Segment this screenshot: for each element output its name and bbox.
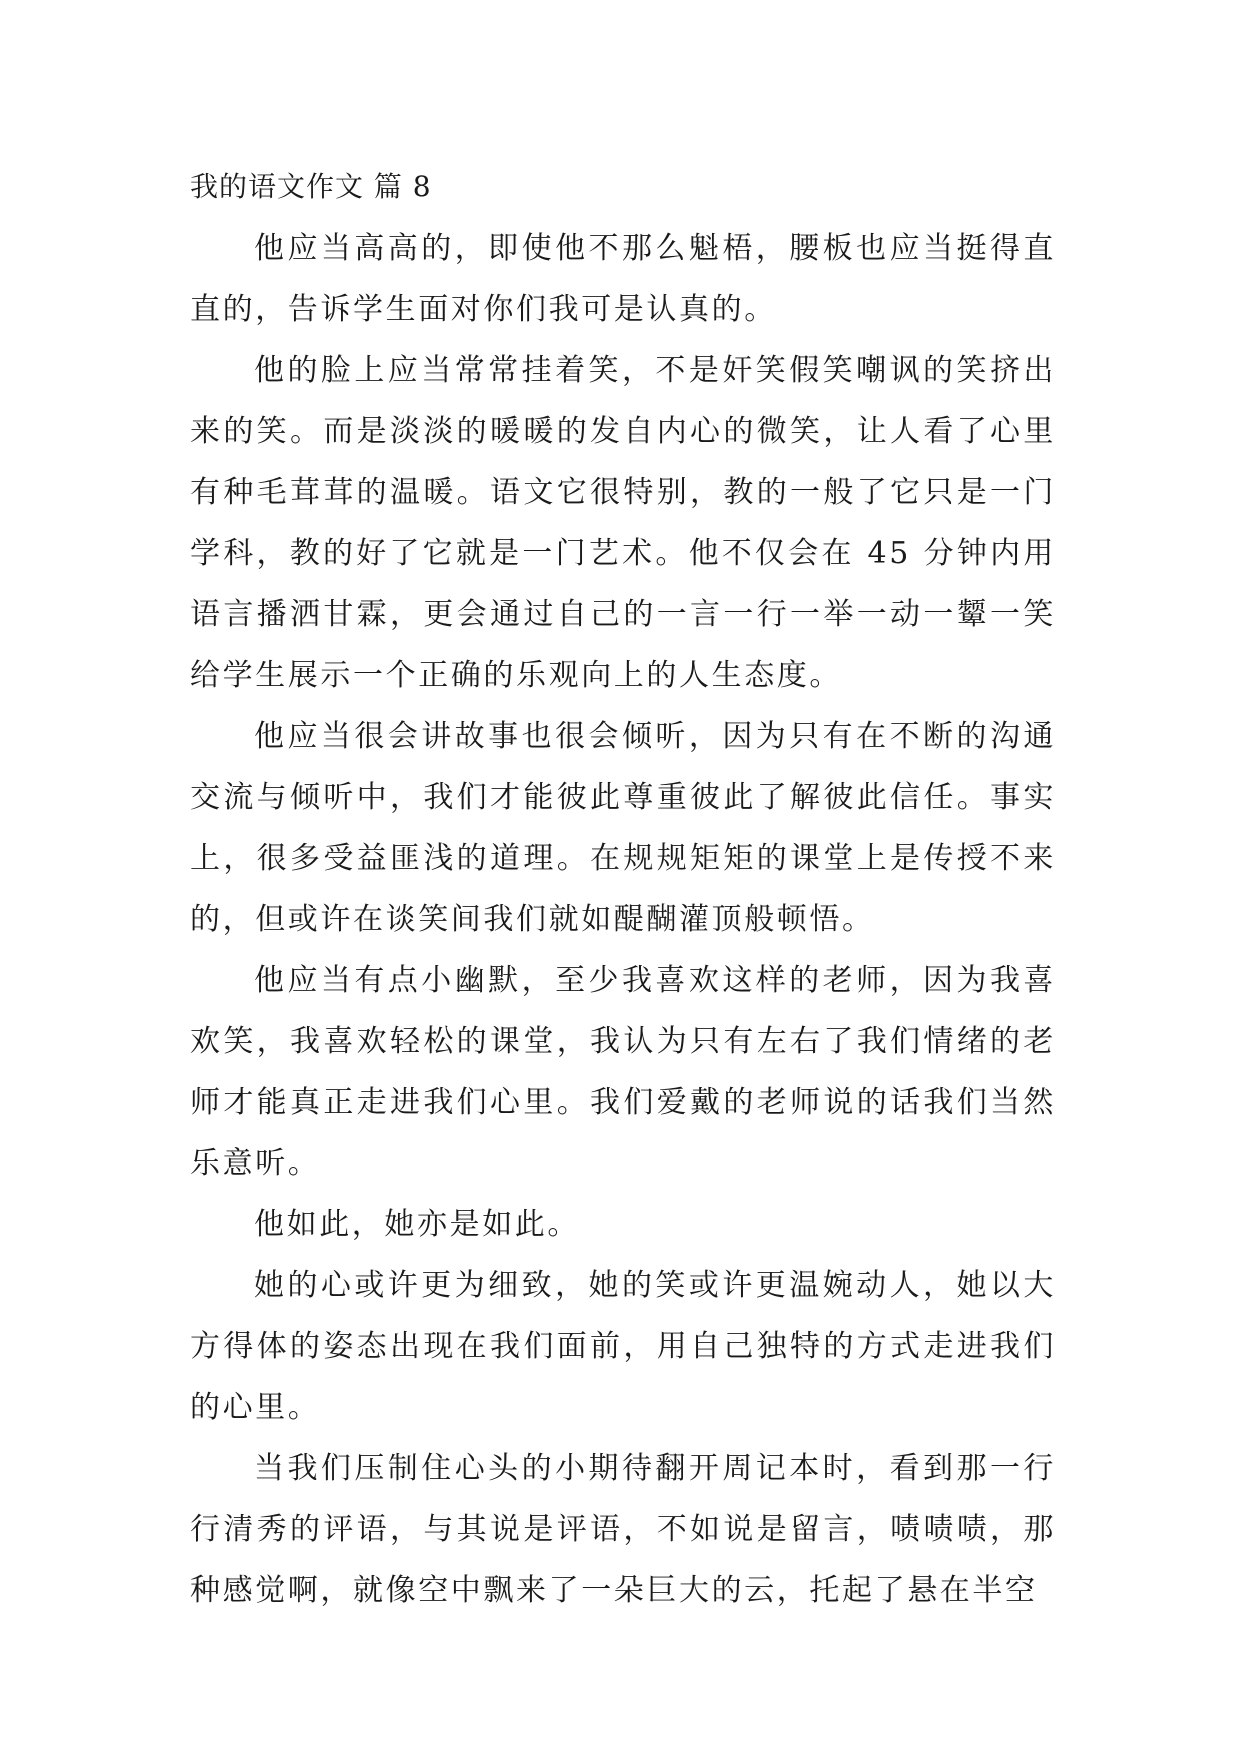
paragraph: 他应当有点小幽默，至少我喜欢这样的老师，因为我喜欢笑，我喜欢轻松的课堂，我认为只有左右了我们情绪的老师才能真正走进我们心里。我们爱戴的老师说的话我们当然乐意听。 (190, 963, 1056, 1181)
document-title: 我的语文作文 篇 8 (190, 170, 432, 203)
paragraph: 她的心或许更为细致，她的笑或许更温婉动人，她以大方得体的姿态出现在我们面前，用自己独特的方式走进我们的心里。 (190, 1268, 1056, 1425)
paragraph: 他如此，她亦是如此。 (254, 1207, 580, 1242)
paragraph: 他应当很会讲故事也很会倾听，因为只有在不断的沟通交流与倾听中，我们才能彼此尊重彼此了解彼此信任。事实上，很多受益匪浅的道理。在规规矩矩的课堂上是传授不来的，但或许在谈笑间我们就如醍醐灌顶般顿悟。 (190, 719, 1056, 937)
paragraph: 他的脸上应当常常挂着笑，不是奸笑假笑嘲讽的笑挤出来的笑。而是淡淡的暖暖的发自内心的微笑，让人看了心里有种毛茸茸的温暖。语文它很特别，教的一般了它只是一门学科，教的好了它就是一门艺术。他不仅会在 45 分钟内用语言播洒甘霖，更会通过自己的一言一行一举一动一颦一笑给学生展示一个正确的乐观向上的人生态度。 (190, 353, 1056, 693)
paragraph: 当我们压制住心头的小期待翻开周记本时，看到那一行行清秀的评语，与其说是评语，不如说是留言，啧啧啧，那种感觉啊，就像空中飘来了一朵巨大的云，托起了悬在半空 (190, 1451, 1056, 1608)
paragraph: 他应当高高的，即使他不那么魁梧，腰板也应当挺得直直的，告诉学生面对你们我可是认真的。 (190, 231, 1056, 327)
document-body (190, 164, 1056, 1621)
